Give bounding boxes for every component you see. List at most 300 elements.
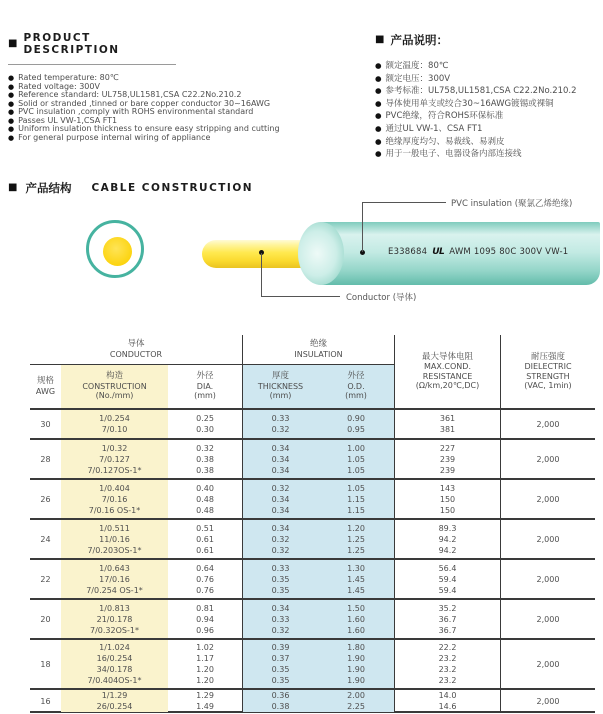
bullet-text: 通过UL VW-1、CSA FT1 [385,123,483,134]
cell-value: 59.4 [438,574,457,584]
cell-thickness [242,600,318,638]
cell-value: 0.90 [347,414,365,423]
cell-value: 0.38 [196,454,214,464]
cell-value: 17/0.16 [99,574,130,584]
callout-line [362,202,446,203]
cell-value: 1.90 [347,665,365,674]
bullet-item [375,110,603,123]
cell-value: 1.49 [196,702,214,711]
product-description-cn-section [375,32,603,161]
cell-value: 1.60 [347,614,365,624]
cell-dia [168,480,242,518]
cell-value: 0.36 [271,691,290,700]
cell-dia [168,600,242,638]
col-unit: (No./mm) [95,391,134,401]
cell-value: 7/0.254 OS-1* [86,585,143,595]
column-header-od [318,365,394,408]
cell-value: 1.25 [347,545,365,555]
product-description-section [8,32,370,142]
cell-dielectric [500,520,595,558]
cell-value: 0.32 [271,534,290,544]
cell-construction [61,560,168,598]
cell-value: 0.34 [271,443,290,453]
table-row-awg-16 [30,690,595,713]
ul-file-number: E338684 [388,247,428,257]
cell-value: 26/0.254 [96,702,133,711]
cell-value: 0.32 [271,545,290,555]
cell-value: 239 [439,454,456,464]
cell-construction [61,440,168,478]
cell-value: 150 [439,505,456,515]
cell-value: 1.20 [196,665,214,674]
cell-value: 1.45 [347,574,365,584]
cell-resistance [394,440,500,478]
cell-value: 1/0.254 [99,414,130,423]
cell-value: 0.32 [196,443,214,453]
cell-value: 1.15 [347,494,365,504]
product-description-cn-list [375,60,603,161]
col-label-cn: 规格 [36,376,54,386]
cell-value: 14.0 [438,691,457,700]
cell-value: 0.94 [196,614,214,624]
table-row-awg-24 [30,520,595,560]
cell-value: 35.2 [438,603,457,613]
cell-value: 1/0.813 [99,603,130,613]
cell-value: 1.90 [347,654,365,663]
cell-dielectric [500,640,595,688]
cell-value: 0.61 [196,534,214,544]
col-label-en: O.D. [347,381,365,391]
cell-value: 0.38 [196,465,214,475]
cell-value: 22 [40,574,51,584]
cell-value: 26 [40,494,51,504]
product-description-heading [8,32,176,65]
construction-title-en: CABLE CONSTRUCTION [91,182,254,194]
cell-value: 89.3 [438,523,457,533]
cell-resistance [394,600,500,638]
bullet-text: Rated temperature: 80℃ [18,73,119,82]
cell-resistance [394,410,500,438]
cell-dielectric [500,440,595,478]
cell-value: 0.76 [196,585,214,595]
col-unit: (mm) [345,391,367,401]
cell-value: 1/0.643 [99,563,130,573]
cell-value: 2.00 [347,691,365,700]
bullet-icon: ● [375,98,382,108]
group-label-cn: 导体 [127,339,145,349]
insulation-cap-icon [298,222,344,285]
cell-resistance [394,520,500,558]
cell-value: 1/1.024 [99,643,130,652]
cell-dia [168,560,242,598]
cell-value: 7/0.127OS-1* [87,465,142,475]
cell-value: 0.64 [196,563,214,573]
bullet-item [375,136,603,149]
ul-logo-icon: UL [432,247,445,257]
cell-od [318,440,394,478]
cell-value: 150 [439,494,456,504]
cell-thickness [242,520,318,558]
cell-od [318,480,394,518]
cell-value: 1/1.29 [101,691,128,700]
bullet-icon: ● [8,91,15,99]
cell-value: 0.81 [196,603,214,613]
bullet-item [375,148,603,161]
cell-value: 7/0.16 OS-1* [88,505,141,515]
cell-value: 0.34 [271,465,290,475]
cell-value: 143 [439,483,456,493]
bullet-item [375,123,603,136]
column-header-dielectric [500,335,595,408]
table-header [30,335,595,410]
bullet-item [375,85,603,98]
insulation-label: PVC insulation (聚氯乙烯绝缘) [451,199,573,209]
cell-value: 34/0.178 [96,665,133,674]
cell-value: 14.6 [438,702,457,711]
cell-resistance [394,690,500,712]
square-bullet-icon: ■ [8,38,18,49]
specification-table [30,335,595,713]
bullet-item [375,73,603,86]
bullet-icon: ● [8,99,15,108]
group-header-conductor [30,335,242,365]
bullet-text: Reference standard: UL758,UL1581,CSA C22.2No.210.2 [18,90,242,99]
cell-od [318,690,394,712]
cell-value: 0.96 [196,625,214,635]
cell-value: 1.17 [196,654,214,663]
col-label-cn: 耐压强度 [530,351,565,362]
bullet-text: 导体使用单支或绞合30~16AWG镀锡或裸铜 [385,98,554,109]
column-header-construction [61,365,168,408]
table-row-awg-26 [30,480,595,520]
section-title: PRODUCT DESCRIPTION [23,32,120,56]
cell-value: 0.35 [271,574,290,584]
cell-awg [30,410,61,438]
cell-value: 2,000 [536,534,560,544]
cell-value: 22.2 [438,643,457,652]
cell-value: 0.51 [196,523,214,533]
bullet-icon: ● [375,73,382,83]
col-label-cn: 外径 [196,371,214,382]
col-label-en: AWG [35,386,56,396]
cell-value: 0.37 [271,654,290,663]
column-header-thickness [242,365,318,408]
cell-value: 1.20 [347,523,365,533]
bullet-text: Solid or stranded ,tinned or bare copper conductor 30~16AWG [18,98,271,108]
cell-value: 0.40 [196,483,214,493]
col-label-cn: 厚度 [271,371,289,382]
product-description-list [8,74,370,142]
cell-value: 30 [40,419,51,429]
conductor-core-icon [103,237,132,266]
cell-od [318,520,394,558]
table-body [30,410,595,713]
square-bullet-icon: ■ [8,182,18,193]
cell-value: 20 [40,614,51,624]
bullet-icon: ● [375,111,382,121]
cell-value: 2.25 [347,702,365,711]
cell-thickness [242,640,318,688]
bullet-icon: ● [375,149,382,159]
cable-construction-heading [8,180,253,196]
cell-value: 1.02 [196,643,214,652]
table-row-awg-18 [30,640,595,690]
cell-value: 361 [439,414,456,423]
bullet-text: PVC绝缘，符合ROHS环保标准 [385,111,504,122]
table-row-awg-22 [30,560,595,600]
callout-line [261,253,262,297]
cell-construction [61,600,168,638]
cell-value: 0.32 [271,625,290,635]
col-label-en: DIELECTRIC [524,362,572,371]
cell-value: 1.29 [196,691,214,700]
col-label-cn: 构造 [105,371,123,382]
bullet-icon: ● [375,61,382,70]
col-unit: (VAC, 1min) [524,381,572,390]
cell-value: 7/0.404OS-1* [87,676,142,685]
cell-thickness [242,690,318,712]
cell-value: 0.32 [271,483,290,493]
cell-resistance [394,480,500,518]
cell-od [318,560,394,598]
cell-dielectric [500,600,595,638]
product-description-cn-heading [375,32,603,48]
cell-thickness [242,410,318,438]
cell-value: 16/0.254 [96,654,133,663]
cell-value: 0.35 [271,585,290,595]
bullet-text: Uniform insulation thickness to ensure easy stripping and cutting [18,124,280,133]
col-label-en: THICKNESS [257,381,304,391]
bullet-icon: ● [8,108,15,116]
cell-od [318,640,394,688]
bullet-text: 用于一般电子、电器设备内部连接线 [385,149,522,160]
cell-value: 0.35 [271,676,290,685]
conductor-label: Conductor (导体) [346,293,417,303]
cell-dielectric [500,410,595,438]
callout-line [261,296,340,297]
cell-value: 94.2 [438,545,457,555]
bullet-icon: ● [8,125,15,133]
cell-value: 7/0.32OS-1* [90,625,139,635]
table-row-awg-20 [30,600,595,640]
cell-value: 21/0.178 [96,614,133,624]
bullet-text: PVC insulation ,comply with ROHS environmental standard [18,107,254,116]
group-header-insulation [242,335,394,365]
cell-value: 24 [40,534,51,544]
cell-value: 7/0.203OS-1* [87,545,142,555]
col-label-en: MAX.COND. [424,362,471,371]
cell-value: 7/0.16 [101,494,128,504]
cell-value: 2,000 [536,614,560,624]
cell-value: 227 [439,443,456,453]
cell-value: 1.05 [347,465,365,475]
cell-dielectric [500,560,595,598]
cell-value: 381 [439,425,456,434]
cell-value: 23.2 [438,654,457,663]
cell-value: 1.30 [347,563,365,573]
cell-construction [61,690,168,712]
cell-construction [61,410,168,438]
bullet-item [375,60,603,73]
cell-dia [168,410,242,438]
bullet-icon: ● [375,86,382,96]
cell-dia [168,440,242,478]
cell-value: 1.90 [347,676,365,685]
cell-value: 1/0.32 [101,443,128,453]
cell-value: 1.20 [196,676,214,685]
column-header-resistance [394,335,500,408]
bullet-text: 额定温度：80℃ [385,61,449,71]
bullet-icon: ● [8,116,15,125]
cell-awg [30,600,61,638]
cell-value: 23.2 [438,676,457,685]
cell-value: 2,000 [536,454,560,464]
construction-title-cn: 产品结构 [25,181,72,195]
cell-value: 0.34 [271,494,290,504]
col-label-en2: RESISTANCE [422,371,473,381]
cell-awg [30,480,61,518]
cell-value: 0.38 [271,702,290,711]
callout-line [362,202,363,252]
cell-value: 1.80 [347,643,365,652]
col-unit: (mm) [269,391,292,401]
table-row-awg-30 [30,410,595,440]
bullet-text: 参考标准：UL758,UL1581,CSA C22.2No.210.2 [385,86,577,97]
bullet-item [375,98,603,111]
cell-construction [61,520,168,558]
cell-value: 1.25 [347,534,365,544]
cell-value: 36.7 [438,625,457,635]
bullet-icon: ● [8,74,15,82]
cell-value: 23.2 [438,665,457,674]
bullet-text: 绝缘厚度均匀、易裁线、易剥皮 [385,136,505,147]
cell-value: 59.4 [438,585,457,595]
group-label-en: CONDUCTOR [109,349,163,359]
bullet-icon: ● [375,136,382,146]
cell-value: 1.00 [347,443,365,453]
bullet-icon: ● [8,82,15,91]
cell-thickness [242,440,318,478]
cell-construction [61,640,168,688]
bullet-text: Passes UL VW-1,CSA FT1 [18,115,118,125]
cell-value: 2,000 [536,696,560,706]
cell-value: 18 [40,659,51,669]
cell-resistance [394,560,500,598]
cell-value: 16 [40,696,51,706]
column-header-awg [30,365,61,408]
cell-value: 94.2 [438,534,457,544]
bullet-text: Rated voltage: 300V [18,81,100,91]
cell-value: 0.39 [271,643,290,652]
cell-awg [30,440,61,478]
cable-print-text [388,247,593,257]
cell-value: 28 [40,454,51,464]
cell-od [318,410,394,438]
col-label-en: DIA. [196,381,214,391]
bullet-text: For general purpose internal wiring of appliance [18,132,211,142]
cell-value: 1.50 [347,603,365,613]
cell-value: 0.33 [271,563,290,573]
cell-value: 0.32 [271,425,290,434]
cell-construction [61,480,168,518]
cell-thickness [242,480,318,518]
bullet-text: 额定电压：300V [385,73,451,84]
group-label-cn: 绝缘 [309,339,327,349]
cell-value: 0.76 [196,574,214,584]
cell-thickness [242,560,318,598]
cell-value: 0.25 [196,414,214,423]
cell-value: 1/0.404 [99,483,130,493]
cell-value: 0.34 [271,505,290,515]
cell-value: 1.05 [347,454,365,464]
cell-od [318,600,394,638]
cell-value: 1.45 [347,585,365,595]
group-label-en: INSULATION [294,349,343,359]
cell-value: 0.33 [271,414,290,423]
square-bullet-icon: ■ [375,34,385,45]
cell-value: 239 [439,465,456,475]
col-label-en: CONSTRUCTION [82,381,147,391]
cell-value: 2,000 [536,574,560,584]
cell-dia [168,520,242,558]
cell-value: 7/0.10 [101,425,128,434]
bullet-icon: ● [8,133,15,142]
cell-value: 2,000 [536,494,560,504]
cell-dielectric [500,480,595,518]
cell-value: 0.48 [196,494,214,504]
col-label-cn: 外径 [347,371,365,382]
col-label-cn: 最大导体电阻 [421,351,473,362]
cell-awg [30,560,61,598]
cell-value: 0.95 [347,425,365,434]
cell-value: 0.48 [196,505,214,515]
bullet-item [8,134,370,143]
cell-value: 0.61 [196,545,214,555]
cell-value: 0.34 [271,603,290,613]
bullet-icon: ● [375,123,382,133]
column-header-dia [168,365,242,408]
cell-awg [30,690,61,712]
cell-dielectric [500,690,595,712]
cell-value: 0.34 [271,523,290,533]
cell-value: 1.05 [347,483,365,493]
cell-value: 56.4 [438,563,457,573]
cell-value: 0.35 [271,665,290,674]
cell-dia [168,690,242,712]
cell-value: 1.60 [347,625,365,635]
cell-dia [168,640,242,688]
cell-value: 1.15 [347,505,365,515]
cell-value: 2,000 [536,419,560,429]
cell-value: 11/0.16 [99,534,130,544]
col-unit: (mm) [194,391,216,401]
cell-value: 1/0.511 [99,523,130,533]
cell-resistance [394,640,500,688]
table-row-awg-28 [30,440,595,480]
section-title-cn: 产品说明： [390,33,448,47]
cell-awg [30,520,61,558]
cell-value: 2,000 [536,659,560,669]
cell-value: 0.30 [196,425,214,434]
cell-value: 0.34 [271,454,290,464]
cell-awg [30,640,61,688]
cell-value: 7/0.127 [99,454,130,464]
cell-value: 36.7 [438,614,457,624]
col-unit: (Ω/km,20℃,DC) [415,381,480,390]
col-label-en2: STRENGTH [526,371,570,381]
cable-rating-text: AWM 1095 80C 300V VW-1 [449,247,569,257]
cell-value: 0.33 [271,614,290,624]
